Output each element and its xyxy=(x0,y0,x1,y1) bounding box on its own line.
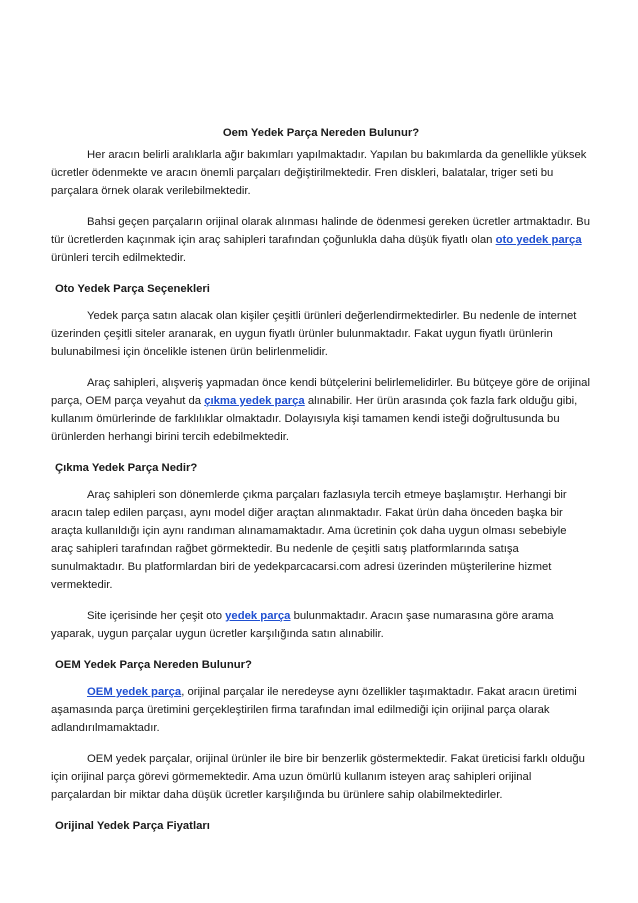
paragraph-4-text-end: alınabilir. Her ürün arasında çok fazla fark olduğu gibi, kullanım ömürlerinde de farklılıklar olmaktadır. Dolayısıyla kişi tamamen kendi isteği doğrultusunda bu ürünlerden herhangi birini tercih edebilmektedir. xyxy=(51,395,578,443)
document-title: Oem Yedek Parça Nereden Bulunur? xyxy=(222,127,420,139)
yedek-parca-link[interactable]: yedek parça xyxy=(225,610,291,622)
paragraph-2-text-end: ürünleri tercih edilmektedir. xyxy=(51,252,186,264)
heading-oem-yedek-parca-nereden-bulunur: OEM Yedek Parça Nereden Bulunur? xyxy=(55,659,252,671)
paragraph-7-text: , orijinal parçalar ile neredeyse aynı özellikler taşımaktadır. Fakat aracın üretimi aşamasında parça üretimini gerçekleştirilen firma tarafından imal edilmediği için orijinal parça olarak adlandırılmamaktadır. xyxy=(51,686,577,734)
paragraph-6 xyxy=(51,607,591,643)
paragraph-3: Yedek parça satın alacak olan kişiler çeşitli ürünleri değerlendirmektedirler. Bu nedenle de internet üzerinden çeşitli siteler aranarak, en uygun fiyatlı ürünler bulunmaktadır. Fakat uygun fiyatlı ürünlerin bulunabilmesi için öncelikle istenen ürün belirlenmelidir. xyxy=(51,310,577,358)
heading-orijinal-yedek-parca-fiyatlari: Orijinal Yedek Parça Fiyatları xyxy=(55,820,210,832)
paragraph-7 xyxy=(51,683,591,737)
paragraph-5: Araç sahipleri son dönemlerde çıkma parçaları fazlasıyla tercih etmeye başlamıştır. Herhangi bir aracın talep edilen parçası, aynı model diğer araçtan alınmaktadır. Fakat ürün daha önceden başka bir araçta kullanıldığı için aynı randıman alınamamaktadır. Ama ücretinin çok daha uygun olması sebebiyle araç sahipleri tarafından rağbet görmektedir. Bu nedenle de çeşitli satış platformlarında satışa sunulmaktadır. Bu platformlardan biri de yedekparcacarsi.com adresi üzerinden müşterilerine hizmet vermektedir. xyxy=(51,489,567,591)
heading-cikma-yedek-parca-nedir: Çıkma Yedek Parça Nedir? xyxy=(55,462,198,474)
paragraph-4-text-start: Araç sahipleri, alışveriş yapmadan önce kendi bütçelerini belirlemelidirler. Bu bütçeye göre de orijinal parça, OEM parça veyahut da xyxy=(51,377,590,407)
oto-yedek-parca-link[interactable]: oto yedek parça xyxy=(495,234,582,246)
document-page xyxy=(51,124,591,844)
oem-yedek-parca-link[interactable]: OEM yedek parça xyxy=(87,686,182,698)
heading-oto-yedek-parca-secenekleri: Oto Yedek Parça Seçenekleri xyxy=(55,283,210,295)
paragraph-4 xyxy=(51,374,591,446)
paragraph-1: Her aracın belirli aralıklarla ağır bakımları yapılmaktadır. Yapılan bu bakımlarda da genellikle yüksek ücretler ödenmekte ve aracın önemli parçaları değiştirilmektedir. Fren diskleri, balatalar, triger seti bu parçalara örnek olarak verilebilmektedir. xyxy=(51,149,587,197)
paragraph-8: OEM yedek parçalar, orijinal ürünler ile bire bir benzerlik göstermektedir. Fakat üreticisi farklı olduğu için orijinal parça görevi görmemektedir. Ama uzun ömürlü kullanım isteyen araç sahipleri orijinal parçalardan bir miktar daha düşük ücretler karşılığında bu ürünlere sahip olabilmektedirler. xyxy=(51,753,585,801)
paragraph-6-text-end: bulunmaktadır. Aracın şase numarasına göre arama yaparak, uygun parçalar uygun ücretler karşılığında satın alınabilir. xyxy=(51,610,554,640)
paragraph-2 xyxy=(51,213,591,267)
paragraph-6-text-start: Site içerisinde her çeşit oto xyxy=(87,610,226,622)
paragraph-2-text-start: Bahsi geçen parçaların orijinal olarak alınması halinde de ödenmesi gereken ücretler artmaktadır. Bu tür ücretlerden kaçınmak için araç sahipleri tarafından çoğunlukla daha düşük fiyatlı olan xyxy=(51,216,590,246)
cikma-yedek-parca-link[interactable]: çıkma yedek parça xyxy=(204,395,305,407)
